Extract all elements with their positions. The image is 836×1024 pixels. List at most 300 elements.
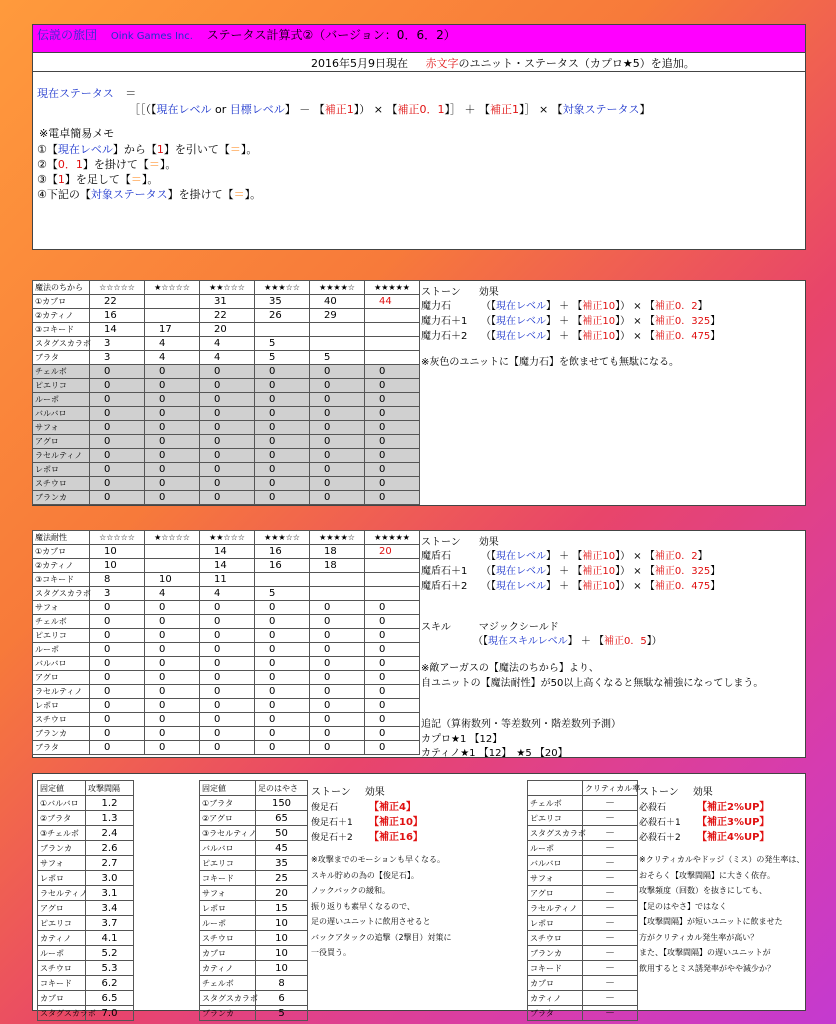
star-rank-header: ★★★★☆: [310, 281, 365, 295]
stat-value: －: [583, 916, 638, 931]
table-row: [33, 337, 420, 351]
stat-value: 0: [145, 727, 200, 741]
stat-value: 0: [145, 407, 200, 421]
stat-value: [365, 323, 420, 337]
star-rank-header: ★☆☆☆☆: [145, 281, 200, 295]
memo-line: 【足のはやさ】ではなく: [639, 901, 727, 911]
magic-resist-table: [32, 530, 420, 755]
table-row: [33, 545, 420, 559]
stone-effect: [639, 828, 769, 843]
memo-line: 方がクリティカル発生率が高い？: [639, 932, 759, 942]
unit-name: ③コキード: [33, 573, 90, 587]
magic-power-table: [32, 280, 420, 505]
stat-value: 0: [145, 449, 200, 463]
table-row: [200, 976, 308, 991]
stone-name: 必殺石＋1: [639, 818, 681, 828]
stone-bonus: 【補正4】: [369, 802, 416, 813]
memo-line: ※クリティカルやドッジ（ミス）の発生率は、: [639, 855, 805, 864]
stone-formula: 魔盾石＋2 （【現在レベル】 ＋ 【補正10】） × 【補正0．475】: [421, 577, 720, 592]
stat-value: 0: [365, 435, 420, 449]
stat-value: 0: [255, 713, 310, 727]
stat-value: －: [583, 871, 638, 886]
stat-value: 3: [90, 587, 145, 601]
unit-name: スタグスカラボ: [33, 337, 90, 351]
stat-value: 0: [145, 421, 200, 435]
memo-line: 振り返りも素早くなるので、: [311, 901, 415, 911]
update-row: [33, 53, 805, 72]
stone-effect: [311, 798, 416, 813]
stat-value: 0: [255, 491, 310, 505]
unit-name: スチウロ: [33, 477, 90, 491]
stone-name: 魔力石＋1: [421, 316, 468, 327]
stat-value: 3.0: [86, 871, 134, 886]
stat-value: [365, 573, 420, 587]
memo-line: 攻撃頻度（回数）を抜きにしても、: [639, 886, 767, 895]
unit-name: カティノ: [528, 991, 583, 1006]
star-rank-header: ★★☆☆☆: [200, 531, 255, 545]
table-row: [528, 826, 638, 841]
stat-value: 0: [90, 379, 145, 393]
stat-value: 3: [90, 351, 145, 365]
mr-note-1: ※敵アーガスの【魔法のちから】より、: [421, 663, 599, 674]
unit-name: バルバロ: [528, 856, 583, 871]
unit-name: カティノ: [38, 931, 86, 946]
stat-value: 0: [255, 477, 310, 491]
stat-value: 0: [145, 671, 200, 685]
stone-effect: [311, 813, 423, 828]
stat-value: 0: [365, 713, 420, 727]
stone-name: 俊足石＋2: [311, 833, 353, 843]
table-row: [528, 916, 638, 931]
unit-name: サフォ: [528, 871, 583, 886]
unit-name: カプロ: [528, 976, 583, 991]
stat-value: 22: [90, 295, 145, 309]
unit-name: ブラタ: [528, 1006, 583, 1021]
stone-formula: 魔盾石 （【現在レベル】 ＋ 【補正10】） × 【補正0．2】: [421, 547, 708, 562]
stat-value: 0: [145, 657, 200, 671]
stat-value: 0: [365, 727, 420, 741]
stat-value: [365, 337, 420, 351]
unit-name: コキード: [528, 961, 583, 976]
star-rank-header: ☆☆☆☆☆: [90, 281, 145, 295]
unit-name: ②カティノ: [33, 309, 90, 323]
unit-name: ブラタ: [33, 741, 90, 755]
unit-name: ルーポ: [528, 841, 583, 856]
stone-name: 魔力石＋2: [421, 331, 468, 342]
unit-name: バルバロ: [33, 407, 90, 421]
unit-name: チェルボ: [33, 615, 90, 629]
memo-step-3: ③【1】を足して【＝】。: [37, 173, 159, 186]
stone-effect: [311, 828, 423, 843]
table-row: [33, 295, 420, 309]
stat-value: 4.1: [86, 931, 134, 946]
stone-effect: [639, 798, 769, 813]
table-row: [33, 365, 420, 379]
stat-value: 0: [90, 713, 145, 727]
stat-value: 3: [90, 337, 145, 351]
crit-stone-header: ストーン 効果: [639, 787, 713, 798]
unit-name: ピエリコ: [38, 916, 86, 931]
stat-value: 4: [200, 587, 255, 601]
stat-value: 0: [145, 685, 200, 699]
magic-power-panel: [32, 280, 806, 506]
unit-name: ③チェルボ: [38, 826, 86, 841]
table-row: [38, 886, 134, 901]
stat-value: 6: [256, 991, 308, 1006]
star-rank-header: ★★★★★: [365, 531, 420, 545]
stat-value: 0: [310, 601, 365, 615]
stat-value: 15: [256, 901, 308, 916]
attack-interval-table: [37, 780, 134, 1021]
stat-value: 0: [200, 421, 255, 435]
unit-name: アグロ: [33, 671, 90, 685]
stat-value: 0: [200, 713, 255, 727]
table-row: [33, 727, 420, 741]
unit-name: バルバロ: [33, 657, 90, 671]
stat-value: 17: [145, 323, 200, 337]
stat-value: 0: [145, 491, 200, 505]
table-row: [38, 916, 134, 931]
stat-value: 0: [310, 463, 365, 477]
stat-value: －: [583, 1006, 638, 1021]
table-row: [33, 491, 420, 505]
stat-value: 0: [310, 699, 365, 713]
table-row: [33, 629, 420, 643]
stat-value: 0: [310, 421, 365, 435]
title-guild: 伝説の旅団: [37, 28, 98, 42]
stat-value: 0: [365, 421, 420, 435]
unit-name: ルーポ: [33, 643, 90, 657]
stat-value: 0: [365, 685, 420, 699]
unit-name: ③ラセルティノ: [200, 826, 256, 841]
star-rank-header: ★★★☆☆: [255, 281, 310, 295]
table-row: [200, 871, 308, 886]
stat-value: 0: [200, 657, 255, 671]
formula-panel: [32, 24, 806, 250]
table-row: [200, 991, 308, 1006]
stat-value: 0: [255, 727, 310, 741]
unit-name: ブランカ: [200, 1006, 256, 1021]
star-rank-header: ☆☆☆☆☆: [90, 531, 145, 545]
unit-name: サフォ: [33, 601, 90, 615]
unit-name: コキード: [200, 871, 256, 886]
stat-value: 0: [200, 379, 255, 393]
stat-value: 45: [256, 841, 308, 856]
stat-value: 0: [90, 741, 145, 755]
stat-value: 16: [90, 309, 145, 323]
table-header-row: [200, 781, 308, 796]
unit-name: ブランカ: [38, 841, 86, 856]
stat-value: [365, 351, 420, 365]
stat-value: 0: [145, 477, 200, 491]
table-row: [33, 559, 420, 573]
stat-value: 0: [310, 407, 365, 421]
stat-value: 0: [365, 671, 420, 685]
stat-value: 18: [310, 545, 365, 559]
stat-value: 0: [90, 477, 145, 491]
table-row: [200, 931, 308, 946]
stat-value: －: [583, 961, 638, 976]
stat-value: 5: [255, 337, 310, 351]
table-header-row: [33, 531, 420, 545]
stat-value: 25: [256, 871, 308, 886]
stat-value: 4: [200, 337, 255, 351]
table-row: [38, 946, 134, 961]
stone-bonus: 【補正2%UP】: [697, 802, 770, 813]
unit-name: チェルボ: [33, 365, 90, 379]
stat-value: [255, 323, 310, 337]
stat-value: 0: [145, 435, 200, 449]
stat-value: 0: [200, 699, 255, 713]
unit-name: カティノ: [200, 961, 256, 976]
star-rank-header: ★☆☆☆☆: [145, 531, 200, 545]
stone-name: 必殺石＋2: [639, 833, 681, 843]
memo-line: ノックバックの緩和。: [311, 886, 390, 895]
table-row: [528, 811, 638, 826]
stat-value: 0: [365, 379, 420, 393]
unit-name: カプロ: [38, 991, 86, 1006]
unit-name: レポロ: [33, 699, 90, 713]
stat-value: 0: [365, 741, 420, 755]
column-header: 足のはやさ: [256, 781, 308, 796]
stat-value: 0: [145, 601, 200, 615]
misc-stats-panel: [32, 773, 806, 1019]
stat-value: 0: [310, 685, 365, 699]
stat-value: 0: [200, 615, 255, 629]
star-rank-header: ★★★☆☆: [255, 531, 310, 545]
table-row: [33, 351, 420, 365]
unit-name: ラセルティノ: [33, 449, 90, 463]
stat-value: 0: [255, 671, 310, 685]
table-row: [38, 931, 134, 946]
stat-title: 魔法耐性: [33, 531, 90, 545]
stat-value: 20: [365, 545, 420, 559]
stat-value: 2.4: [86, 826, 134, 841]
unit-name: ルーポ: [38, 946, 86, 961]
stat-value: 31: [200, 295, 255, 309]
stat-value: 0: [255, 601, 310, 615]
stat-value: [255, 573, 310, 587]
stat-value: 0: [145, 713, 200, 727]
unit-name: レポロ: [33, 463, 90, 477]
memo-line: ※攻撃までのモーションも早くなる。: [311, 855, 446, 864]
stat-value: 0: [200, 365, 255, 379]
stat-value: 10: [145, 573, 200, 587]
stat-value: 0: [310, 615, 365, 629]
stone-bonus: 【補正10】: [369, 817, 423, 828]
table-row: [38, 901, 134, 916]
stat-value: 6.2: [86, 976, 134, 991]
table-row: [38, 796, 134, 811]
stat-value: 0: [365, 657, 420, 671]
speed-stone-header: ストーン 効果: [311, 787, 385, 798]
table-row: [33, 309, 420, 323]
stat-value: 3.7: [86, 916, 134, 931]
unit-name: スチウロ: [528, 931, 583, 946]
stat-value: 5: [256, 1006, 308, 1021]
unit-name: ピエリコ: [528, 811, 583, 826]
table-row: [200, 946, 308, 961]
unit-name: ラセルティノ: [33, 685, 90, 699]
stat-value: 65: [256, 811, 308, 826]
stat-value: －: [583, 796, 638, 811]
stat-value: 0: [90, 407, 145, 421]
stat-value: 0: [255, 449, 310, 463]
unit-name: バルバロ: [200, 841, 256, 856]
stat-value: [310, 587, 365, 601]
stat-value: 0: [310, 629, 365, 643]
stat-value: 0: [200, 643, 255, 657]
stat-value: 50: [256, 826, 308, 841]
memo-line: 【攻撃間隔】が短いユニットに飲ませた: [639, 917, 783, 926]
unit-name: スタグスカラボ: [38, 1006, 86, 1021]
table-row: [33, 435, 420, 449]
table-row: [200, 856, 308, 871]
stat-value: 22: [200, 309, 255, 323]
stat-value: 4: [145, 337, 200, 351]
stat-value: 0: [200, 477, 255, 491]
unit-name: ②ブラタ: [38, 811, 86, 826]
stat-value: 0: [90, 491, 145, 505]
mr-addendum: 追記（算術数列・等差数列・階差数列予測）: [421, 719, 621, 730]
stone-bonus: 【補正16】: [369, 832, 423, 843]
crit-memo: [639, 852, 804, 976]
stone-name: 俊足石＋1: [311, 818, 353, 828]
stat-value: 0: [255, 657, 310, 671]
stat-value: 0: [310, 435, 365, 449]
table-row: [33, 657, 420, 671]
column-header: クリティカル率: [583, 781, 638, 796]
table-row: [33, 685, 420, 699]
stat-value: 0: [200, 435, 255, 449]
stat-value: 0: [255, 463, 310, 477]
table-row: [200, 916, 308, 931]
stat-value: 0: [255, 643, 310, 657]
stat-value: 0: [90, 629, 145, 643]
unit-name: ピエリコ: [200, 856, 256, 871]
table-row: [33, 713, 420, 727]
unit-name: チェルボ: [528, 796, 583, 811]
stat-value: 0: [365, 643, 420, 657]
stat-value: 4: [145, 351, 200, 365]
unit-name: ピエリコ: [33, 629, 90, 643]
stat-value: 0: [365, 699, 420, 713]
stat-value: －: [583, 886, 638, 901]
unit-name: ブランカ: [33, 727, 90, 741]
stat-value: 18: [310, 559, 365, 573]
unit-name: アグロ: [528, 886, 583, 901]
sheet-header: [33, 25, 805, 53]
table-row: [38, 1006, 134, 1021]
table-row: [528, 991, 638, 1006]
stat-value: 0: [200, 629, 255, 643]
stone-name: 俊足石: [311, 803, 339, 813]
stat-value: 0: [310, 491, 365, 505]
memo-step-4: ④下記の【対象ステータス】を掛けて【＝】。: [37, 188, 262, 201]
stat-value: 0: [365, 477, 420, 491]
memo-line: スキル貯めの為の【俊足石】。: [311, 870, 419, 880]
unit-name: サフォ: [33, 421, 90, 435]
star-rank-header: ★★★★☆: [310, 531, 365, 545]
table-row: [38, 871, 134, 886]
unit-name: ブラタ: [33, 351, 90, 365]
stat-value: 0: [365, 629, 420, 643]
unit-name: ②アグロ: [200, 811, 256, 826]
memo-line: 一役買う。: [311, 948, 351, 957]
stat-value: 8: [90, 573, 145, 587]
title-formula: ステータス計算式②（バージョン：0．6．2）: [206, 28, 456, 42]
stat-value: －: [583, 991, 638, 1006]
stat-value: 0: [365, 365, 420, 379]
stat-value: 0: [365, 615, 420, 629]
move-speed-table: [199, 780, 308, 1021]
stat-title: 魔法のちから: [33, 281, 90, 295]
table-row: [200, 901, 308, 916]
stat-value: 0: [310, 741, 365, 755]
stat-value: 0: [145, 615, 200, 629]
formula-label: 現在ステータス ＝: [37, 87, 137, 100]
stat-value: 5: [255, 351, 310, 365]
memo-line: バックアタックの追撃（2撃目）対策に: [311, 932, 452, 942]
stat-value: 0: [90, 463, 145, 477]
stat-value: 0: [255, 741, 310, 755]
update-note: 2016年5月9日現在 赤文字のユニット・ステータス（カプロ★5）を追加。: [311, 57, 695, 70]
unit-name: サフォ: [38, 856, 86, 871]
stat-value: [310, 323, 365, 337]
stat-value: －: [583, 931, 638, 946]
stat-value: －: [583, 901, 638, 916]
stat-value: 20: [200, 323, 255, 337]
stat-value: 0: [145, 629, 200, 643]
unit-name: サフォ: [200, 886, 256, 901]
table-row: [38, 976, 134, 991]
stat-value: 5.3: [86, 961, 134, 976]
table-row: [528, 901, 638, 916]
table-row: [33, 393, 420, 407]
unit-name: ①ブラタ: [200, 796, 256, 811]
stone-name: 魔力石: [421, 301, 451, 312]
stat-value: 0: [310, 727, 365, 741]
column-header: 固定値: [200, 781, 256, 796]
stat-value: 0: [200, 741, 255, 755]
column-header: 固定値: [38, 781, 86, 796]
table-row: [200, 826, 308, 841]
table-row: [38, 961, 134, 976]
stat-value: －: [583, 976, 638, 991]
unit-name: ①カプロ: [33, 295, 90, 309]
mp-note: ※灰色のユニットに【魔力石】を飲ませても無駄になる。: [421, 357, 679, 368]
stat-value: 5: [310, 351, 365, 365]
stat-value: [365, 309, 420, 323]
stat-value: 0: [90, 365, 145, 379]
stat-value: 16: [255, 545, 310, 559]
stat-value: 0: [200, 685, 255, 699]
stat-value: 1.2: [86, 796, 134, 811]
table-row: [33, 573, 420, 587]
table-row: [33, 615, 420, 629]
stat-value: 2.7: [86, 856, 134, 871]
stat-value: 0: [145, 643, 200, 657]
stat-value: 0: [200, 449, 255, 463]
memo-step-2: ②【0．1】を掛けて【＝】。: [37, 158, 177, 171]
stat-value: 0: [365, 491, 420, 505]
unit-name: スチウロ: [200, 931, 256, 946]
stat-value: 0: [200, 671, 255, 685]
table-row: [200, 796, 308, 811]
stat-value: 10: [90, 545, 145, 559]
mr-stone-header: ストーン 効果: [421, 537, 499, 548]
unit-name: アグロ: [33, 435, 90, 449]
